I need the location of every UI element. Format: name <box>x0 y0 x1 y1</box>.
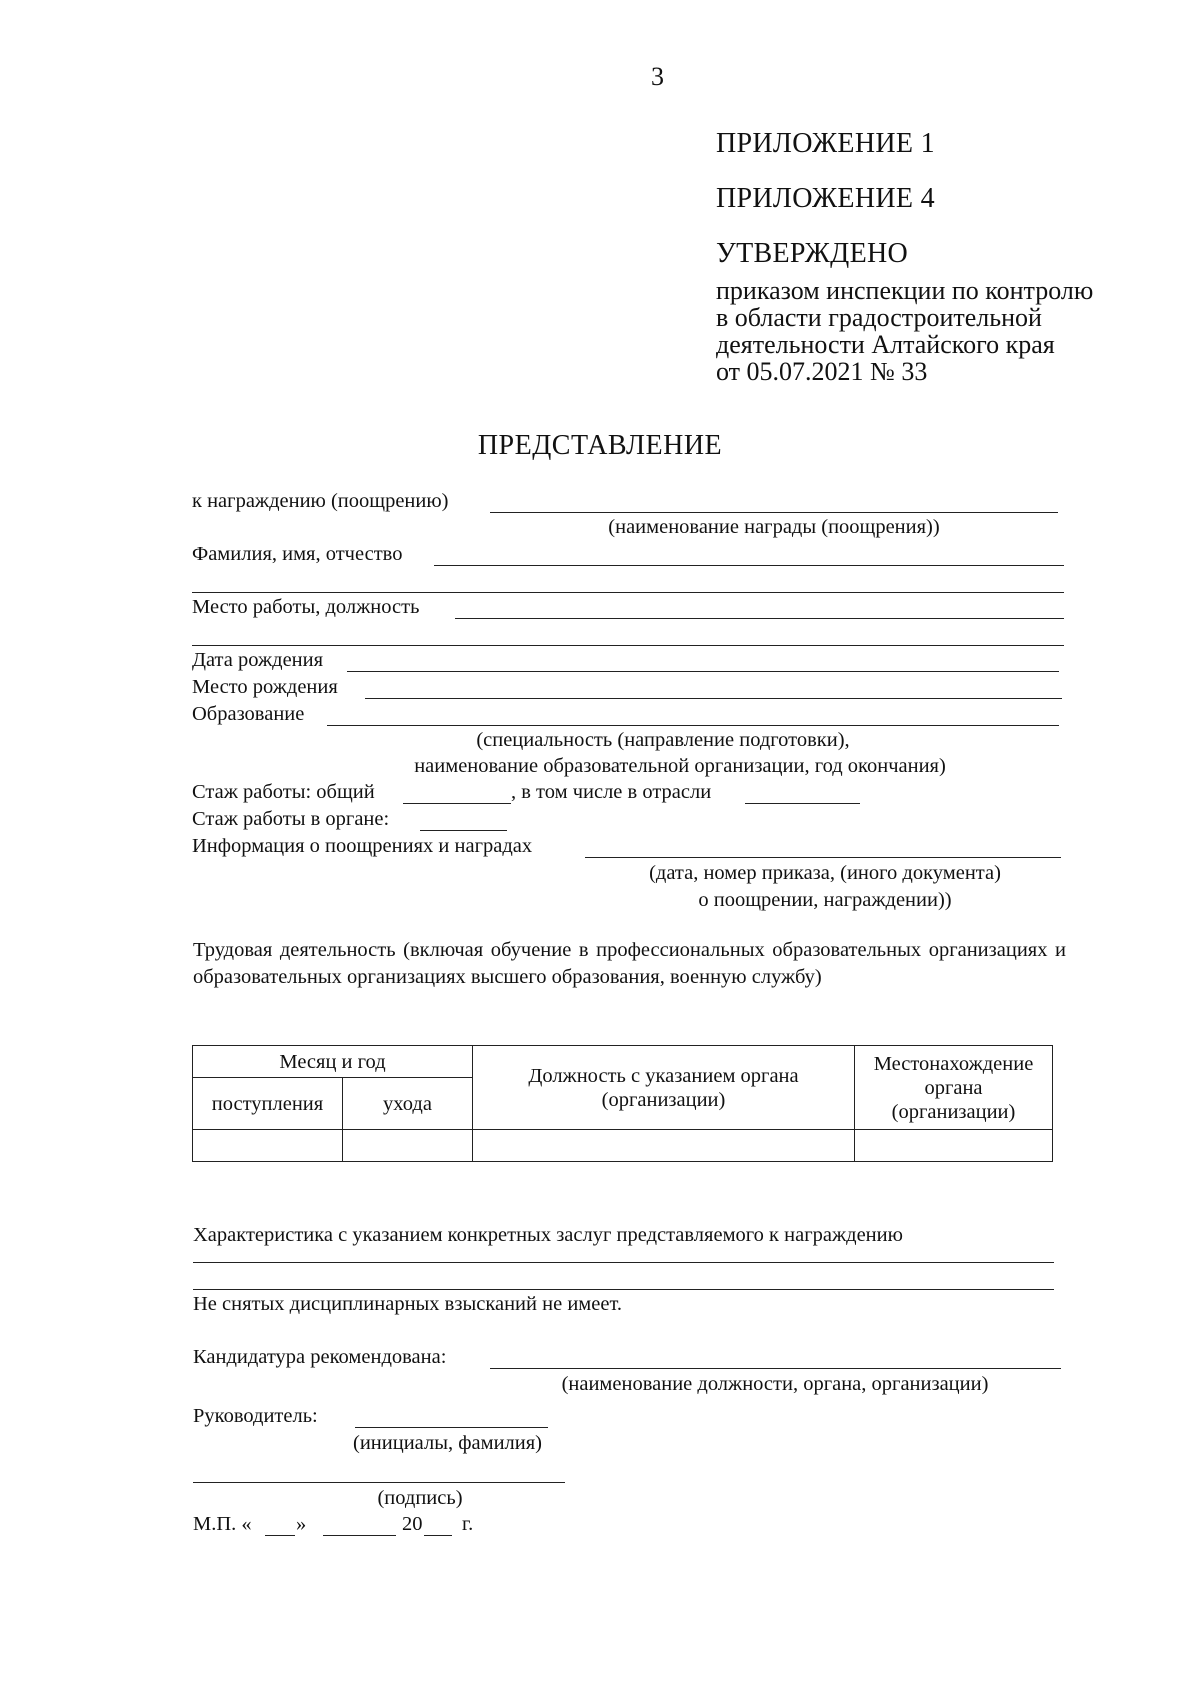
location-header-line: (организации) <box>891 1100 1016 1123</box>
appendix-4-heading: ПРИЛОЖЕНИЕ 4 <box>716 183 935 214</box>
awards-info-caption-2: о поощрении, награждении)) <box>698 889 952 911</box>
award-label: к награждению (поощрению) <box>192 490 449 512</box>
table-cell <box>855 1130 1053 1162</box>
stamp-quote-close: » <box>296 1513 307 1535</box>
table-row <box>193 1130 1053 1162</box>
stamp-mp: М.П. « <box>193 1513 252 1535</box>
education-label: Образование <box>192 703 305 725</box>
signature-caption: (подпись) <box>377 1487 463 1509</box>
characteristic-field-line-2 <box>193 1289 1054 1290</box>
table-cell <box>473 1130 855 1162</box>
table-header-exit: ухода <box>343 1078 473 1130</box>
approval-block <box>716 277 1093 385</box>
stamp-year-suffix: г. <box>462 1513 474 1535</box>
education-field-line <box>327 725 1059 726</box>
page-number: 3 <box>651 62 664 91</box>
head-field-line <box>355 1427 548 1428</box>
approval-line: деятельности Алтайского края <box>716 330 1055 359</box>
awards-info-field-line <box>585 857 1061 858</box>
approval-line: от 05.07.2021 № 33 <box>716 357 928 386</box>
approval-line: в области градостроительной <box>716 303 1042 332</box>
experience-total-field-line <box>403 803 511 804</box>
recommended-label: Кандидатура рекомендована: <box>193 1346 447 1368</box>
location-header-line: Местонахождение <box>873 1052 1034 1075</box>
head-label: Руководитель: <box>193 1405 318 1427</box>
location-header-line: органа <box>924 1076 983 1099</box>
fio-field-line-2 <box>192 592 1064 593</box>
birth-place-field-line <box>365 698 1062 699</box>
head-caption: (инициалы, фамилия) <box>353 1432 542 1454</box>
position-header-line: (организации) <box>601 1088 726 1111</box>
table-header-location <box>855 1046 1053 1130</box>
recommended-field-line <box>490 1368 1061 1369</box>
awards-info-caption: (дата, номер приказа, (иного документа) <box>649 862 1001 884</box>
workplace-field-line <box>455 618 1064 619</box>
experience-organ-label: Стаж работы в органе: <box>192 808 390 830</box>
date-month-line <box>323 1535 396 1536</box>
birth-date-label: Дата рождения <box>192 649 324 671</box>
table-cell <box>193 1130 343 1162</box>
table-header-entry: поступления <box>193 1078 343 1130</box>
signature-field-line <box>193 1482 565 1483</box>
award-caption: (наименование награды (поощрения)) <box>608 516 940 538</box>
labor-activity-paragraph: Трудовая деятельность (включая обучение в профессиональных образовательных организациях и образовательных организациях высшего образования, военную службу) <box>193 939 1066 988</box>
no-penalties-statement: Не снятых дисциплинарных взысканий не имеет. <box>193 1293 622 1315</box>
appendix-1-heading: ПРИЛОЖЕНИЕ 1 <box>716 128 935 159</box>
work-history-table <box>192 1045 1053 1162</box>
position-header-line: Должность с указанием органа <box>528 1064 799 1087</box>
table-cell <box>343 1130 473 1162</box>
date-day-line <box>265 1535 295 1536</box>
fio-label: Фамилия, имя, отчество <box>192 543 403 565</box>
workplace-label: Место работы, должность <box>192 596 420 618</box>
experience-industry-field-line <box>745 803 860 804</box>
experience-industry-label: , в том числе в отрасли <box>511 781 712 803</box>
date-year-line <box>424 1535 452 1536</box>
birth-place-label: Место рождения <box>192 676 338 698</box>
table-header-position <box>473 1046 855 1130</box>
education-caption-2: наименование образовательной организации, год окончания) <box>414 755 946 777</box>
awards-info-label: Информация о поощрениях и наградах <box>192 835 533 857</box>
document-title: ПРЕДСТАВЛЕНИЕ <box>477 430 723 461</box>
recommended-caption: (наименование должности, органа, организации) <box>561 1373 989 1395</box>
table-header-month-year: Месяц и год <box>193 1046 473 1078</box>
stamp-year-prefix: 20 <box>402 1513 423 1535</box>
characteristic-field-line <box>193 1262 1054 1263</box>
fio-field-line <box>434 565 1064 566</box>
experience-organ-field-line <box>420 830 507 831</box>
experience-total-label: Стаж работы: общий <box>192 781 375 803</box>
characteristic-label: Характеристика с указанием конкретных заслуг представляемого к награждению <box>193 1224 903 1246</box>
education-caption: (специальность (направление подготовки), <box>476 729 850 751</box>
birth-date-field-line <box>347 671 1059 672</box>
workplace-field-line-2 <box>192 645 1064 646</box>
approval-line: приказом инспекции по контролю <box>716 276 1094 305</box>
award-field-line <box>490 512 1058 513</box>
approved-heading: УТВЕРЖДЕНО <box>716 238 909 269</box>
